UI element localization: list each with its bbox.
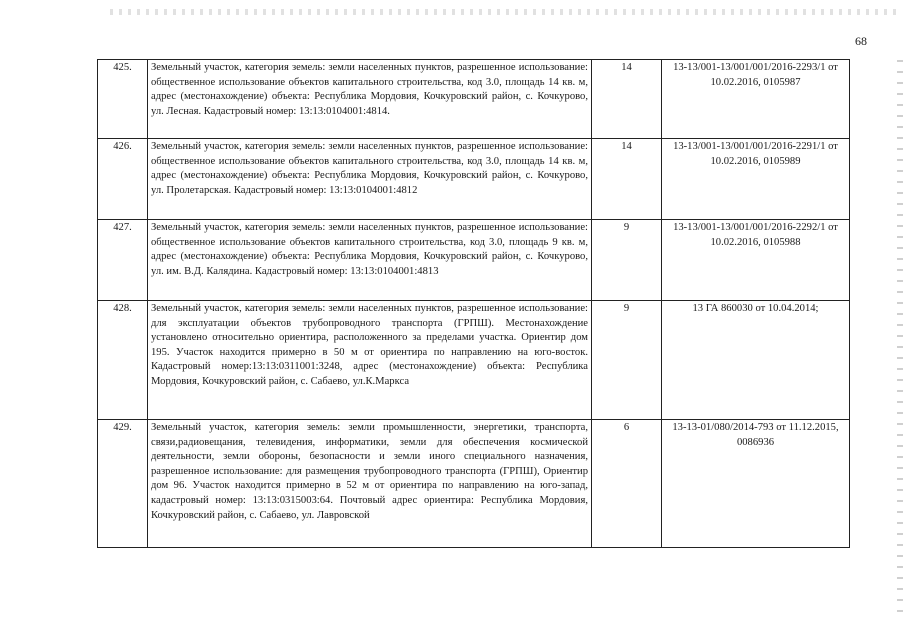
row-area: 9	[592, 301, 662, 420]
row-description: Земельный участок, категория земель: земли населенных пунктов, разрешенное использование: общественное использование объектов капитального строительства, код 3.0, площадь 14 кв. м, адрес (местонахождение) объекта: Республика Мордовия, Кочкуровский район, с. Кочкурово, ул. Пролетарская. Кадастровый номер: 13:13:0104001:4812	[148, 139, 592, 220]
row-registration: 13-13/001-13/001/001/2016-2292/1 от 10.02.2016, 0105988	[662, 220, 850, 301]
row-registration: 13-13-01/080/2014-793 от 11.12.2015, 0086936	[662, 420, 850, 548]
row-number: 429.	[98, 420, 148, 548]
table-row	[98, 139, 850, 220]
table-row	[98, 60, 850, 139]
row-number: 428.	[98, 301, 148, 420]
property-register-table	[97, 59, 850, 548]
row-number: 427.	[98, 220, 148, 301]
row-number: 425.	[98, 60, 148, 139]
row-description: Земельный участок, категория земель: земли населенных пунктов, разрешенное использование: для эксплуатации объектов трубопроводного транспорта (ГРПШ). Местонахождение установлено относительно ориентира, расположенного за пределами участка. Ориентир дом 195. Участок находится примерно в 50 м от ориентира по направлению на юго-восток. Кадастровый номер:13:13:0311001:3248, адрес (местонахождение) объекта: Республика Мордовия, Кочкуровский район, с. Сабаево, ул.К.Маркса	[148, 301, 592, 420]
row-registration: 13-13/001-13/001/001/2016-2291/1 от 10.02.2016, 0105989	[662, 139, 850, 220]
table-row	[98, 301, 850, 420]
row-description: Земельный участок, категория земель: земли населенных пунктов, разрешенное использование: общественное использование объектов капитального строительства, код 3.0, площадь 14 кв. м, адрес (местонахождение) объекта: Республика Мордовия, Кочкуровский район, с. Кочкурово, ул. Лесная. Кадастровый номер: 13:13:0104001:4814.	[148, 60, 592, 139]
row-area: 6	[592, 420, 662, 548]
table-row	[98, 420, 850, 548]
table-row	[98, 220, 850, 301]
row-area: 14	[592, 139, 662, 220]
row-area: 9	[592, 220, 662, 301]
row-description: Земельный участок, категория земель: земли населенных пунктов, разрешенное использование: общественное использование объектов капитального строительства, код 3.0, площадь 9 кв. м, адрес (местонахождение) объекта: Республика Мордовия, Кочкуровский район, с. Кочкурово, ул. им. В.Д. Калядина. Кадастровый номер: 13:13:0104001:4813	[148, 220, 592, 301]
scan-artifact-top	[110, 9, 900, 15]
scan-artifact-right-edge	[897, 60, 903, 620]
row-description: Земельный участок, категория земель: земли промышленности, энергетики, транспорта, связи,радиовещания, телевидения, информатики, земли для обеспечения космической деятельности, земли обороны, безопасности и земли иного специального назначения, разрешенное использование: для размещения трубопроводного транспорта (ГРПШ), Ориентир дом 96. Участок находится примерно в 52 м от ориентира по направлению на юго-запад, кадастровый номер: 13:13:0315003:64. Почтовый адрес ориентира: Республика Мордовия, Кочкуровский район, с. Сабаево, ул. Лавровской	[148, 420, 592, 548]
row-area: 14	[592, 60, 662, 139]
row-number: 426.	[98, 139, 148, 220]
row-registration: 13-13/001-13/001/001/2016-2293/1 от 10.02.2016, 0105987	[662, 60, 850, 139]
row-registration: 13 ГА 860030 от 10.04.2014;	[662, 301, 850, 420]
page-number: 68	[855, 34, 867, 48]
